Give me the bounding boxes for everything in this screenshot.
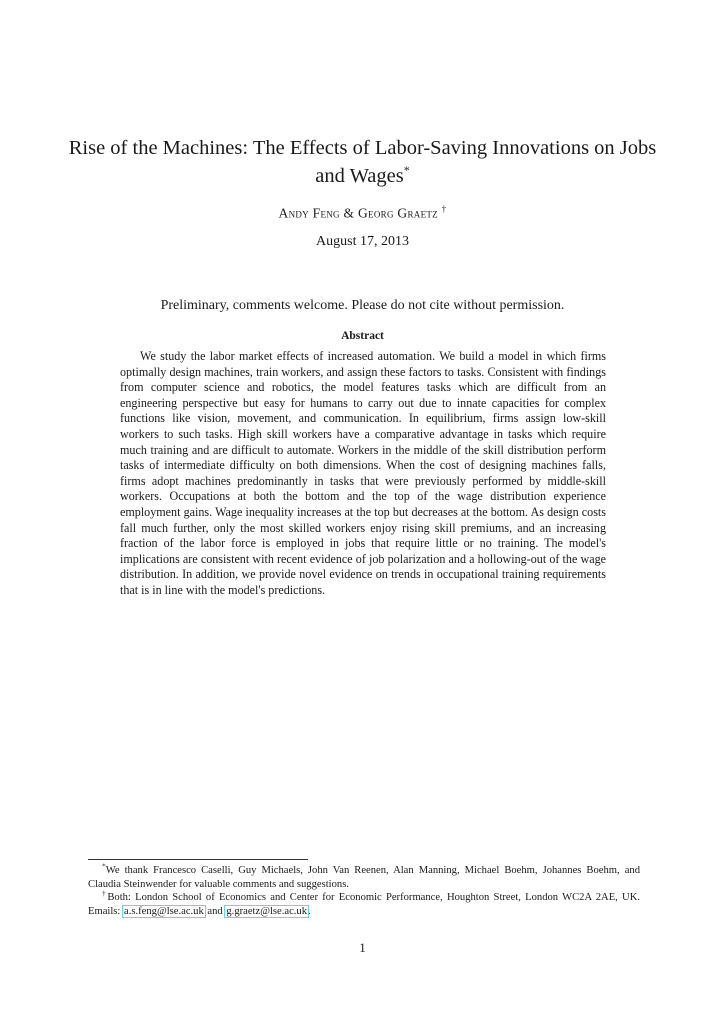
authors-footnote-mark: † bbox=[441, 204, 447, 214]
authors-text: Andy Feng & Georg Graetz bbox=[278, 205, 438, 221]
abstract-body: We study the labor market effects of increased automation. We build a model in which firms optimally design machines, train workers, and assign these factors to tasks. Consistent with findings from computer science and robotics, the model features tasks which are difficult from an engineering perspective but easy for humans to carry out due to innate capacities for complex functions like vision, movement, and communication. In equilibrium, firms assign low-skill workers to such tasks. High skill workers have a comparative advantage in tasks which require much training and are difficult to automate. Workers in the middle of the skill distribution perform tasks of intermediate difficulty on both dimensions. When the cost of designing machines falls, firms adopt machines predominantly in tasks that were previously performed by middle-skill workers. Occupations at both the bottom and the top of the wage distribution experience employment gains. Wage inequality increases at the top but decreases at the bottom. As design costs fall much further, only the most skilled workers enjoy rising skill premiums, and an increasing fraction of the labor force is employed in jobs that require little or no training. The model's implications are consistent with recent evidence of job polarization and a hollowing-out of the wage distribution. In addition, we provide novel evidence on trends in occupational training requirements that is in line with the model's predictions. bbox=[120, 349, 606, 597]
email-link-graetz[interactable]: g.graetz@lse.ac.uk bbox=[226, 905, 308, 917]
footnote-affiliation bbox=[88, 888, 640, 918]
footnote-acknowledgements bbox=[88, 861, 640, 891]
email-link-feng[interactable]: a.s.feng@lse.ac.uk bbox=[124, 905, 204, 917]
preliminary-note: Preliminary, comments welcome. Please do not cite without permission. bbox=[160, 298, 565, 313]
footnote-2-text: Both: London School of Economics and Center for Economic Performance, Houghton Street, London WC2A 2AE, UK. Emails: bbox=[88, 892, 640, 917]
footnote-2-mark: † bbox=[102, 888, 108, 898]
footnote-1-mark: * bbox=[102, 861, 106, 871]
footnote-divider bbox=[88, 859, 308, 860]
footnote-1-text: We thank Francesco Caselli, Guy Michaels, John Van Reenen, Alan Manning, Michael Boehm, Johannes Boehm, and Claudia Steinwender for valuable comments and suggestions. bbox=[88, 865, 640, 890]
page-number: 1 bbox=[359, 940, 366, 955]
footnote-2-end: . bbox=[308, 905, 311, 917]
paper-date: August 17, 2013 bbox=[316, 234, 409, 249]
paper-title bbox=[60, 134, 665, 190]
paper-title-text: Rise of the Machines: The Effects of Labor-Saving Innovations on Jobs and Wages bbox=[68, 137, 657, 187]
title-footnote-mark: * bbox=[403, 163, 410, 178]
email-joiner: and bbox=[204, 905, 226, 917]
paper-authors bbox=[60, 204, 665, 222]
abstract-heading: Abstract bbox=[341, 330, 384, 342]
